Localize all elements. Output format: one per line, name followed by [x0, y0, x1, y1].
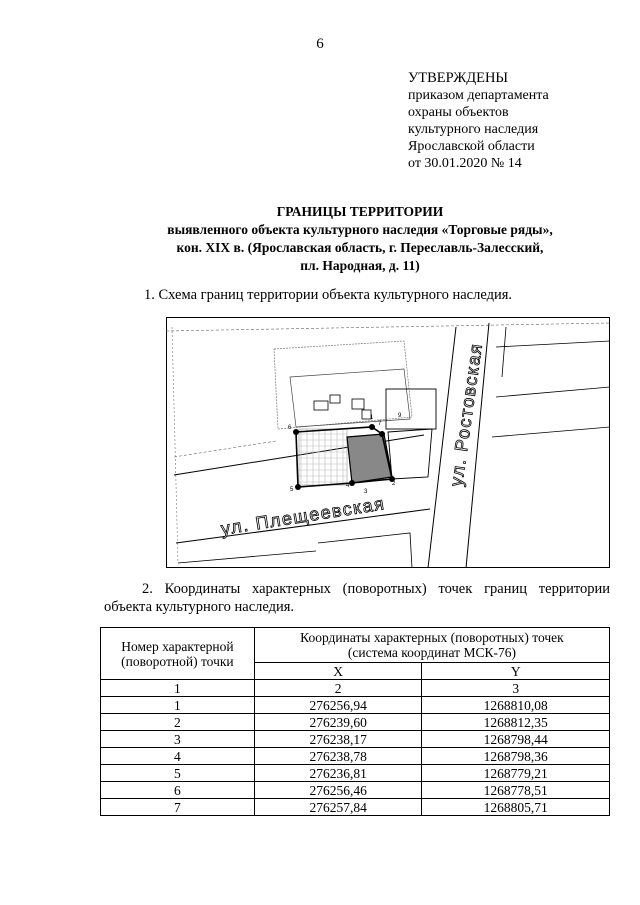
point-label: 3 — [364, 489, 368, 495]
approval-line: культурного наследия — [408, 122, 539, 137]
boundary-point — [379, 431, 385, 437]
header-x: X — [254, 663, 422, 680]
approval-line: от 30.01.2020 № 14 — [408, 156, 522, 171]
table-row — [101, 731, 610, 748]
point-number: 3 — [101, 731, 255, 748]
header-y: Y — [422, 663, 610, 680]
street-name-rostovskaya: ул. Ростовская — [446, 341, 487, 488]
coordinate-y: 1268812,35 — [422, 714, 610, 731]
street-name-pleshcheevskaya: ул. Плещеевская — [219, 493, 387, 539]
point-number: 6 — [101, 782, 255, 799]
coordinates-table — [100, 627, 610, 816]
section-1-heading: 1. Схема границ территории объекта культурного наследия. — [144, 287, 513, 303]
point-label: 2 — [392, 481, 396, 487]
table-row — [101, 799, 610, 816]
approval-line: охраны объектов — [408, 105, 509, 120]
coordinate-x: 276238,78 — [254, 748, 422, 765]
approval-line: приказом департамента — [408, 88, 549, 103]
point-label: 7 — [378, 421, 382, 427]
table-row — [101, 714, 610, 731]
coordinate-y: 1268810,08 — [422, 697, 610, 714]
coordinate-y: 1268778,51 — [422, 782, 610, 799]
coordinate-x: 276239,60 — [254, 714, 422, 731]
point-label: 4 — [346, 483, 350, 489]
boundary-point — [349, 480, 355, 486]
boundary-point — [369, 424, 375, 430]
point-number: 5 — [101, 765, 255, 782]
point-number: 1 — [101, 697, 255, 714]
approval-line: Ярославской области — [408, 139, 535, 154]
section-2-heading — [104, 580, 610, 616]
title-line: выявленного объекта культурного наследия «Торговые ряды», — [167, 222, 553, 237]
point-number: 7 — [101, 799, 255, 816]
point-label: 1 — [370, 415, 374, 421]
title-line: пл. Народная, д. 11) — [300, 258, 420, 273]
coordinate-y: 1268798,44 — [422, 731, 610, 748]
boundary-point — [295, 484, 301, 490]
point-label: 6 — [288, 425, 292, 431]
column-number: 1 — [101, 680, 255, 697]
coordinate-y: 1268798,36 — [422, 748, 610, 765]
section-2-line: 2. Координаты характерных (поворотных) точек границ территории — [142, 581, 610, 597]
title-line: кон. XIX в. (Ярославская область, г. Переславль-Залесский, — [176, 240, 544, 255]
coordinate-x: 276238,17 — [254, 731, 422, 748]
section-2-line: объекта культурного наследия. — [104, 599, 295, 615]
table-row — [101, 765, 610, 782]
page-number: 6 — [316, 36, 324, 52]
column-number: 2 — [254, 680, 422, 697]
column-number: 3 — [422, 680, 610, 697]
header-coordinates: Координаты характерных (поворотных) точек (система координат МСК-76) — [254, 628, 609, 663]
coordinate-y: 1268779,21 — [422, 765, 610, 782]
approval-line: УТВЕРЖДЕНЫ — [408, 70, 509, 86]
table-row — [101, 782, 610, 799]
coordinate-x: 276256,46 — [254, 782, 422, 799]
boundary-scheme-map — [166, 317, 610, 568]
point-label: 9 — [398, 413, 402, 419]
point-number: 2 — [101, 714, 255, 731]
title-line: ГРАНИЦЫ ТЕРРИТОРИИ — [276, 204, 444, 219]
point-label: 5 — [290, 487, 294, 493]
header-point-number: Номер характерной (поворотной) точки — [101, 628, 255, 680]
coordinate-x: 276257,84 — [254, 799, 422, 816]
approval-stamp — [408, 70, 549, 172]
document-title — [60, 203, 640, 275]
coordinate-x: 276236,81 — [254, 765, 422, 782]
boundary-point — [293, 429, 299, 435]
point-number: 4 — [101, 748, 255, 765]
coordinate-y: 1268805,71 — [422, 799, 610, 816]
coordinate-x: 276256,94 — [254, 697, 422, 714]
table-row — [101, 697, 610, 714]
table-row — [101, 748, 610, 765]
